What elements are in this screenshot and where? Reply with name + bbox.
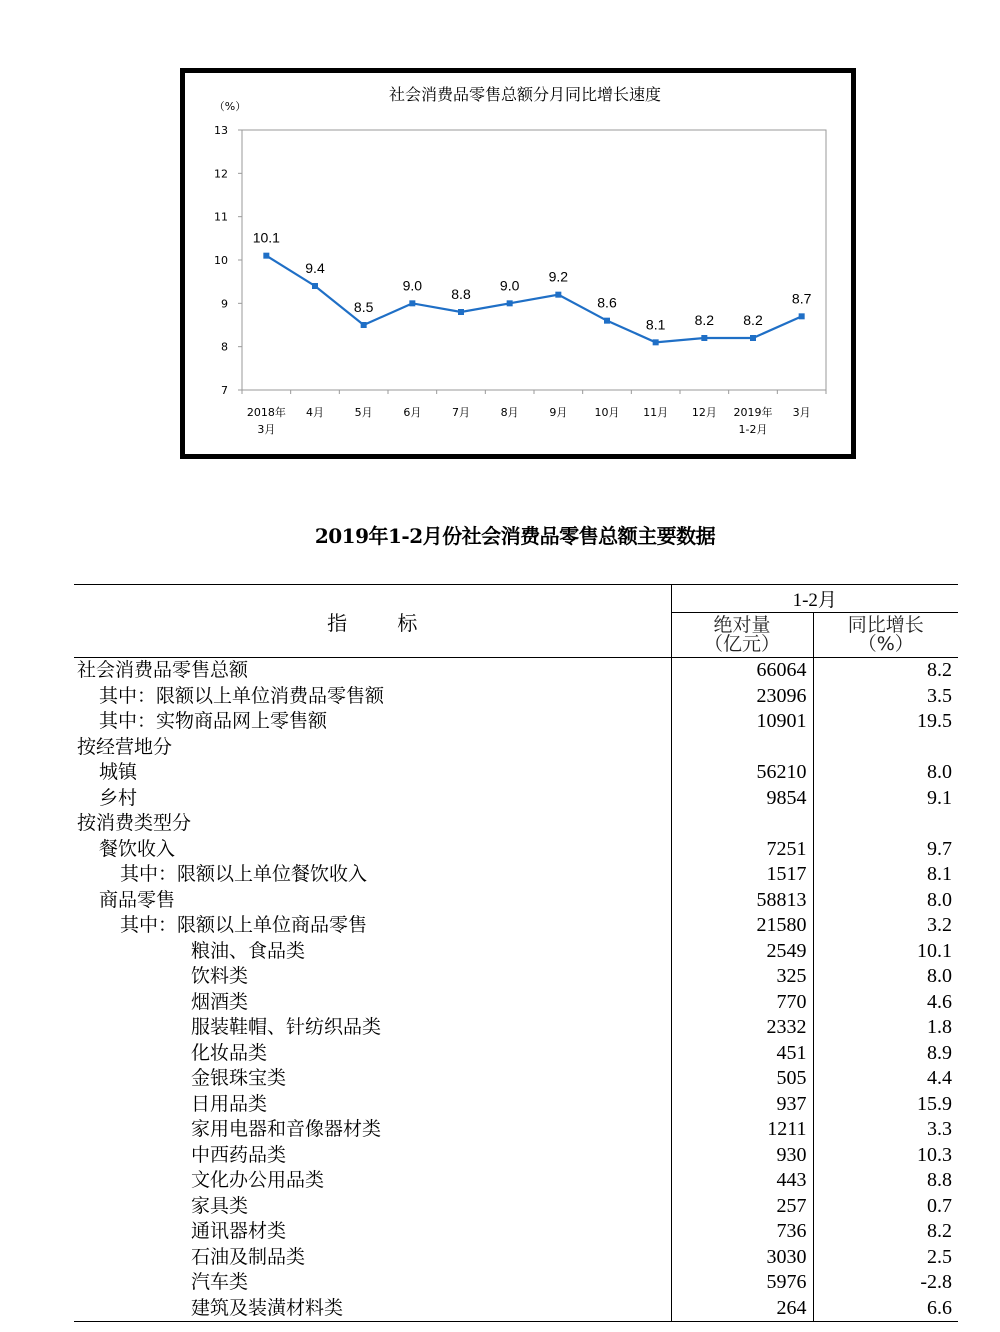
x-tick-label: 2019年	[733, 406, 773, 419]
row-growth-value: 8.2	[813, 658, 958, 684]
y-tick-label: 13	[214, 124, 228, 137]
row-absolute-value: 10901	[671, 709, 813, 735]
data-point	[701, 335, 707, 341]
data-point	[507, 300, 513, 306]
row-indicator-name: 中西药品类	[191, 1143, 287, 1166]
row-indicator-name: 家用电器和音像器材类	[191, 1118, 382, 1140]
header-indicator: 指 标	[74, 585, 671, 658]
x-tick-label: 10月	[594, 406, 620, 419]
row-indicator-name: 其中：限额以上单位商品零售	[120, 914, 368, 936]
series-retail-growth	[253, 230, 812, 346]
row-growth-value: 3.3	[813, 1117, 958, 1143]
table-row	[74, 811, 958, 837]
row-growth-value	[813, 735, 958, 761]
row-absolute-value: 56210	[671, 760, 813, 786]
data-label: 8.8	[451, 286, 471, 302]
y-tick-label: 7	[221, 384, 228, 397]
x-tick-label: 3月	[792, 406, 811, 419]
row-growth-value: 10.1	[813, 939, 958, 965]
table-row	[74, 1066, 958, 1092]
row-indicator-name: 其中：实物商品网上零售额	[99, 710, 328, 732]
table-row	[74, 1117, 958, 1143]
y-axis-unit: （%）	[213, 100, 247, 113]
row-growth-value: 8.0	[813, 888, 958, 914]
row-absolute-value: 505	[671, 1066, 813, 1092]
row-absolute-value: 9854	[671, 786, 813, 812]
y-tick-label: 9	[221, 297, 228, 311]
data-label: 8.2	[743, 312, 763, 328]
x-tick-label: 4月	[306, 406, 324, 419]
y-tick-label: 12	[214, 167, 228, 181]
x-tick-label: 6月	[403, 406, 422, 419]
header-growth-line1: 同比增长	[847, 614, 924, 636]
row-growth-value	[813, 811, 958, 837]
header-absolute-line1: 绝对量	[713, 614, 771, 636]
row-growth-value: 8.0	[813, 760, 958, 786]
row-indicator-name: 商品零售	[99, 888, 176, 911]
row-growth-value: 8.9	[813, 1041, 958, 1067]
row-absolute-value: 930	[671, 1143, 813, 1169]
chart-frame	[180, 68, 856, 459]
data-point	[312, 283, 318, 289]
data-point	[799, 313, 805, 319]
x-tick-label: 12月	[691, 406, 717, 419]
row-growth-value: 1.8	[813, 1015, 958, 1041]
table-row	[74, 658, 958, 684]
table-row	[74, 913, 958, 939]
row-indicator-name: 粮油、食品类	[191, 939, 306, 962]
row-growth-value: 2.5	[813, 1245, 958, 1271]
table-row	[74, 735, 958, 761]
x-tick-label: 11月	[643, 406, 669, 419]
row-indicator-name: 通讯器材类	[191, 1220, 287, 1242]
row-growth-value: 15.9	[813, 1092, 958, 1118]
row-absolute-value: 257	[671, 1194, 813, 1220]
row-indicator-name: 化妆品类	[191, 1041, 268, 1064]
y-axis	[214, 124, 242, 397]
row-absolute-value: 1517	[671, 862, 813, 888]
row-indicator-name: 金银珠宝类	[191, 1067, 287, 1089]
row-indicator-name: 烟酒类	[191, 990, 249, 1013]
y-tick-label: 10	[214, 254, 228, 267]
row-growth-value: 4.6	[813, 990, 958, 1016]
data-point	[263, 253, 269, 259]
table-row	[74, 1015, 958, 1041]
row-indicator-name: 乡村	[99, 786, 138, 809]
row-growth-value: 8.1	[813, 862, 958, 888]
row-absolute-value: 2332	[671, 1015, 813, 1041]
row-absolute-value	[671, 811, 813, 837]
row-indicator-name: 按经营地分	[77, 735, 173, 758]
table-row	[74, 1219, 958, 1245]
row-absolute-value: 7251	[671, 837, 813, 863]
row-growth-value: 19.5	[813, 709, 958, 735]
table-title: 2019年1-2月份社会消费品零售总额主要数据	[314, 524, 716, 548]
table-row	[74, 760, 958, 786]
row-growth-value: 4.4	[813, 1066, 958, 1092]
data-label: 10.1	[252, 229, 280, 246]
row-absolute-value: 5976	[671, 1270, 813, 1296]
table-row	[74, 786, 958, 812]
plot-area	[242, 130, 826, 390]
y-tick-label: 11	[214, 210, 228, 224]
x-axis	[242, 390, 826, 436]
y-tick-label: 8	[221, 340, 228, 354]
row-absolute-value: 21580	[671, 913, 813, 939]
header-growth-line2: （%）	[857, 633, 914, 655]
row-absolute-value: 264	[671, 1296, 813, 1322]
table-row	[74, 837, 958, 863]
header-absolute	[671, 613, 813, 658]
row-growth-value: 9.7	[813, 837, 958, 863]
x-tick-label: 2018年	[246, 406, 286, 419]
row-indicator-name: 按消费类型分	[77, 812, 192, 834]
header-growth	[813, 613, 958, 658]
row-absolute-value: 1211	[671, 1117, 813, 1143]
retail-data-table	[74, 584, 958, 1322]
series-line	[266, 256, 801, 343]
data-point	[361, 322, 367, 328]
row-indicator-name: 建筑及装潢材料类	[74, 1296, 671, 1322]
row-growth-value: 0.7	[813, 1194, 958, 1220]
row-absolute-value: 23096	[671, 684, 813, 710]
row-growth-value: 3.5	[813, 684, 958, 710]
row-absolute-value: 2549	[671, 939, 813, 965]
data-label: 9.4	[305, 260, 325, 276]
row-growth-value: 9.1	[813, 786, 958, 812]
row-absolute-value: 451	[671, 1041, 813, 1067]
header-absolute-line2: （亿元）	[703, 633, 780, 655]
row-growth-value: 10.3	[813, 1143, 958, 1169]
x-tick-label: 7月	[452, 406, 470, 419]
data-label: 9.0	[402, 277, 423, 294]
row-growth-value: 3.2	[813, 913, 958, 939]
data-point	[604, 318, 610, 324]
row-absolute-value: 58813	[671, 888, 813, 914]
row-indicator-name: 其中：限额以上单位消费品零售额	[99, 684, 385, 707]
data-label: 8.2	[694, 312, 715, 328]
table-row	[74, 1143, 958, 1169]
data-label: 8.5	[353, 299, 374, 315]
table-row	[74, 1270, 958, 1296]
row-absolute-value: 3030	[671, 1245, 813, 1271]
chart-title: 社会消费品零售总额分月同比增长速度	[388, 85, 662, 104]
row-growth-value: -2.8	[813, 1270, 958, 1296]
data-label: 9.2	[548, 268, 569, 285]
row-growth-value: 8.0	[813, 964, 958, 990]
table-row	[74, 684, 958, 710]
row-growth-value: 8.8	[813, 1168, 958, 1194]
row-growth-value: 6.6	[813, 1296, 958, 1322]
x-tick-label: 5月	[354, 406, 373, 419]
row-absolute-value: 325	[671, 964, 813, 990]
row-absolute-value: 736	[671, 1219, 813, 1245]
x-tick-label: 1-2月	[738, 423, 768, 436]
table-row	[74, 964, 958, 990]
row-indicator-name: 石油及制品类	[191, 1245, 306, 1268]
data-label: 8.6	[597, 294, 617, 311]
table-row	[74, 709, 958, 735]
row-growth-value: 8.2	[813, 1219, 958, 1245]
table-body	[74, 658, 958, 1322]
table-row	[74, 888, 958, 914]
row-indicator-name: 服装鞋帽、针纺织品类	[191, 1016, 382, 1038]
row-indicator-name: 文化办公用品类	[191, 1169, 325, 1191]
data-point	[653, 339, 659, 345]
data-label: 9.0	[499, 277, 520, 294]
row-indicator-name: 其中：限额以上单位餐饮收入	[120, 863, 368, 885]
data-point	[458, 309, 464, 315]
row-absolute-value: 770	[671, 990, 813, 1016]
table-row	[74, 1245, 958, 1271]
row-indicator-name: 社会消费品零售总额	[77, 659, 249, 681]
data-label: 8.1	[645, 316, 666, 333]
row-indicator-name: 饮料类	[191, 965, 249, 987]
table-row	[74, 1041, 958, 1067]
table-row	[74, 1194, 958, 1220]
row-indicator-name: 家具类	[191, 1194, 249, 1217]
row-indicator-name: 城镇	[99, 761, 138, 783]
data-point	[409, 300, 415, 306]
x-tick-label: 9月	[549, 406, 568, 419]
table-row	[74, 862, 958, 888]
row-absolute-value	[671, 735, 813, 761]
table-row	[74, 990, 958, 1016]
table-row	[74, 939, 958, 965]
table-row	[74, 1168, 958, 1194]
row-absolute-value: 66064	[671, 658, 813, 684]
table-row	[74, 1092, 958, 1118]
x-tick-label: 3月	[257, 423, 276, 436]
line-chart	[185, 73, 851, 454]
row-indicator-name: 餐饮收入	[99, 837, 176, 860]
row-indicator-name: 日用品类	[191, 1092, 268, 1115]
data-point	[555, 292, 561, 298]
x-tick-label: 8月	[500, 406, 519, 419]
table-row	[74, 1296, 958, 1322]
data-point	[750, 335, 756, 341]
header-period: 1-2月	[671, 585, 958, 613]
row-absolute-value: 443	[671, 1168, 813, 1194]
row-indicator-name: 汽车类	[191, 1271, 249, 1293]
row-absolute-value: 937	[671, 1092, 813, 1118]
data-label: 8.7	[791, 290, 812, 307]
